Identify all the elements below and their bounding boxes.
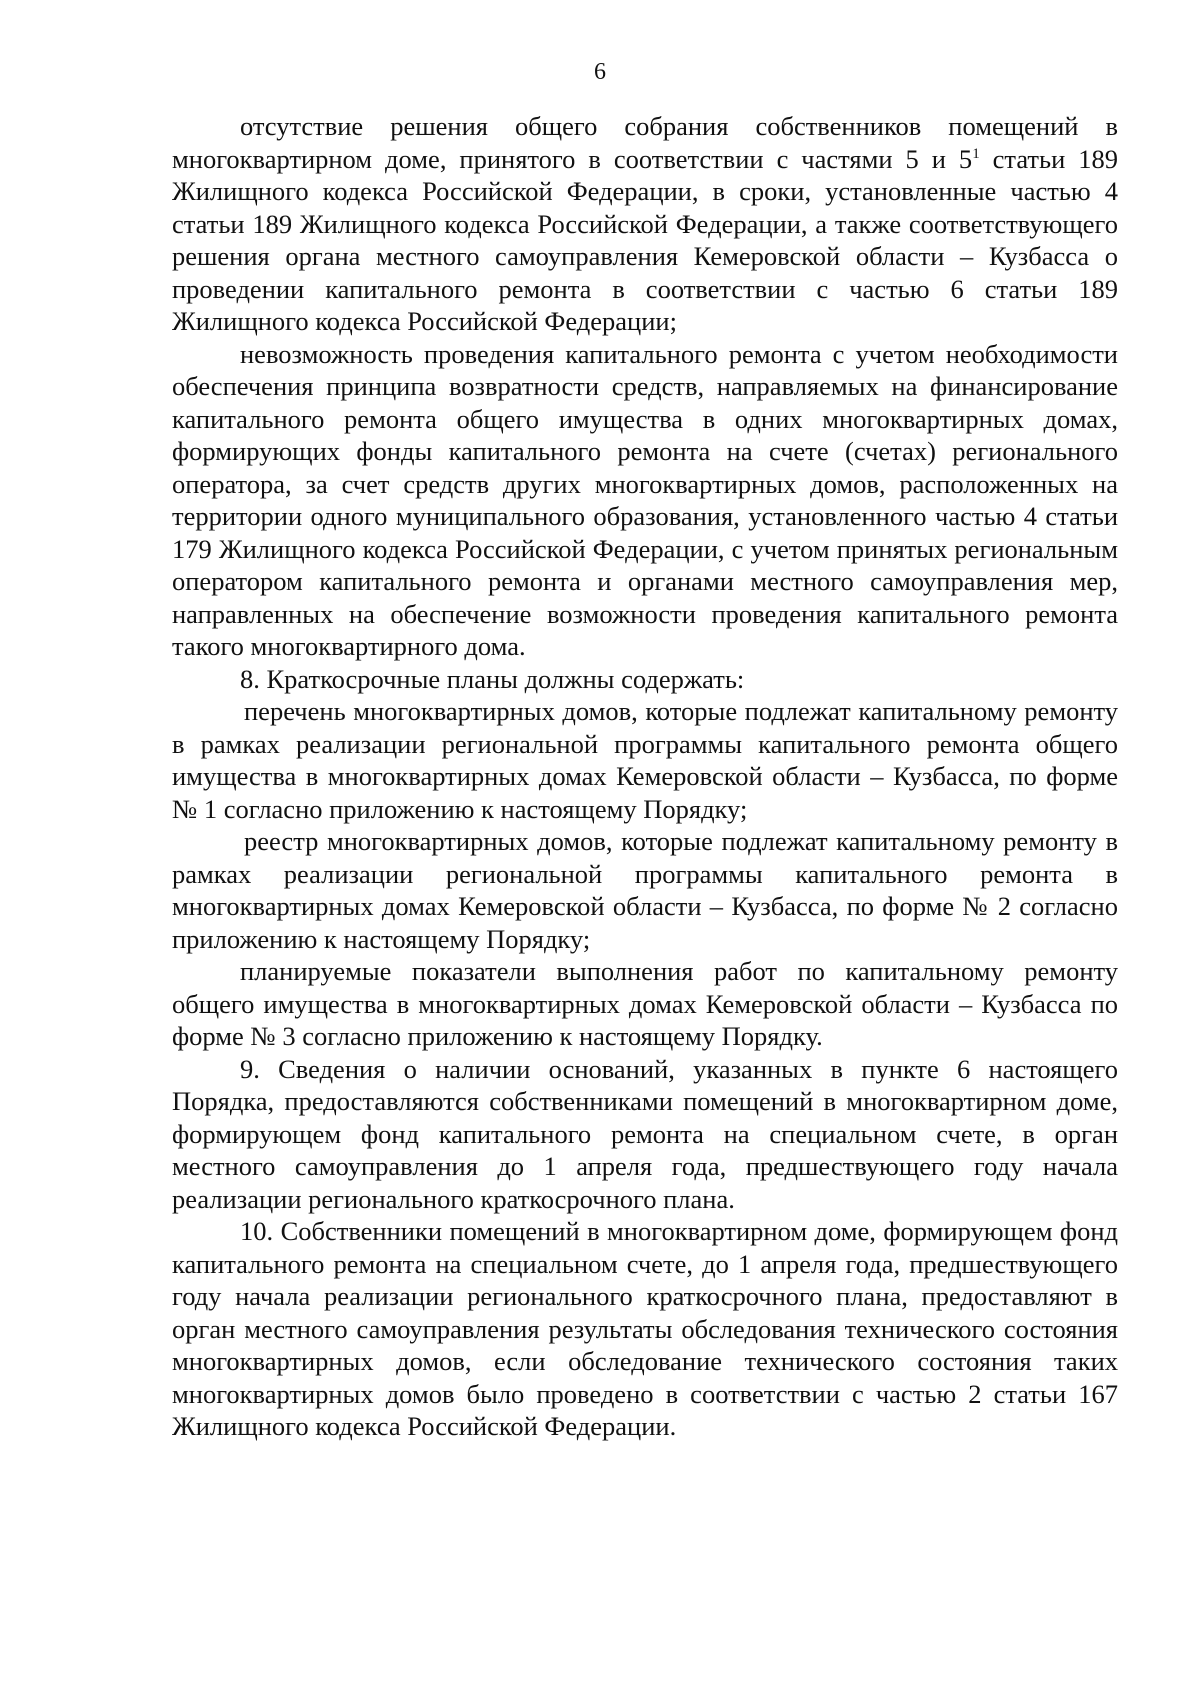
paragraph-item-9: 9. Сведения о наличии оснований, указанных в пункте 6 настоящего Порядка, предоставляются собственниками помещений в многоквартирном доме, формирующем фонд капитального ремонта на специальном счете, в орган местного самоуправления до 1 апреля года, предшествующего году начала реализации регионального краткосрочного плана.	[172, 1053, 1118, 1214]
paragraph-impossibility-of-repair: невозможность проведения капитального ремонта с учетом необходимости обеспечения принципа возвратности средств, направляемых на финансирование капитального ремонта общего имущества в одних многоквартирных домах, формирующих фонды капитального ремонта на счете (счетах) регионального оператора, за счет средств других многоквартирных домов, расположенных на территории одного муниципального образования, установленного частью 4 статьи 179 Жилищного кодекса Российской Федерации, с учетом принятых региональным оператором капитального ремонта и органами местного самоуправления мер, направленных на обеспечение возможности проведения капитального ремонта такого многоквартирного дома.	[172, 338, 1118, 661]
paragraph-register-of-houses: реестр многоквартирных домов, которые подлежат капитальному ремонту в рамках реализации региональной программы капитального ремонта в многоквартирных домах Кемеровской области – Кузбасса, по форме № 2 согласно приложению к настоящему Порядку;	[172, 826, 1118, 954]
paragraph-no-owners-decision	[172, 110, 1118, 338]
paragraph-item-8-heading: 8. Краткосрочные планы должны содержать:	[240, 663, 745, 694]
paragraph-text-part: отсутствие решения общего собрания собственников помещений в многоквартирном доме, принятого в соответствии с частями 5 и 5	[172, 111, 1118, 174]
paragraph-list-of-houses: перечень многоквартирных домов, которые подлежат капитальному ремонту в рамках реализации региональной программы капитального ремонта общего имущества в многоквартирных домах Кемеровской области – Кузбасса, по форме № 1 согласно приложению к настоящему Порядку;	[172, 696, 1118, 824]
superscript-index: 1	[972, 145, 980, 162]
paragraph-item-10: 10. Собственники помещений в многоквартирном доме, формирующем фонд капитального ремонта на специальном счете, до 1 апреля года, предшествующего году начала реализации регионального краткосрочного плана, предоставляют в орган местного самоуправления результаты обследования технического состояния многоквартирных домов, если обследование технического состояния таких многоквартирных домов было проведено в соответствии с частью 2 статьи 167 Жилищного кодекса Российской Федерации.	[172, 1216, 1118, 1441]
paragraph-text-part: статьи 189 Жилищного кодекса Российской Федерации, в сроки, установленные частью 4 статьи 189 Жилищного кодекса Российской Федерации, а также соответствующего решения органа местного самоуправления Кемеровской области – Кузбасса о проведении капитального ремонта в соответствии с частью 6 статьи 189 Жилищного кодекса Российской Федерации;	[172, 143, 1119, 336]
page-number: 6	[594, 59, 606, 85]
paragraph-planned-indicators: планируемые показатели выполнения работ по капитальному ремонту общего имущества в многоквартирных домах Кемеровской области – Кузбасса по форме № 3 согласно приложению к настоящему Порядку.	[172, 956, 1118, 1051]
document-body	[172, 110, 1118, 1443]
